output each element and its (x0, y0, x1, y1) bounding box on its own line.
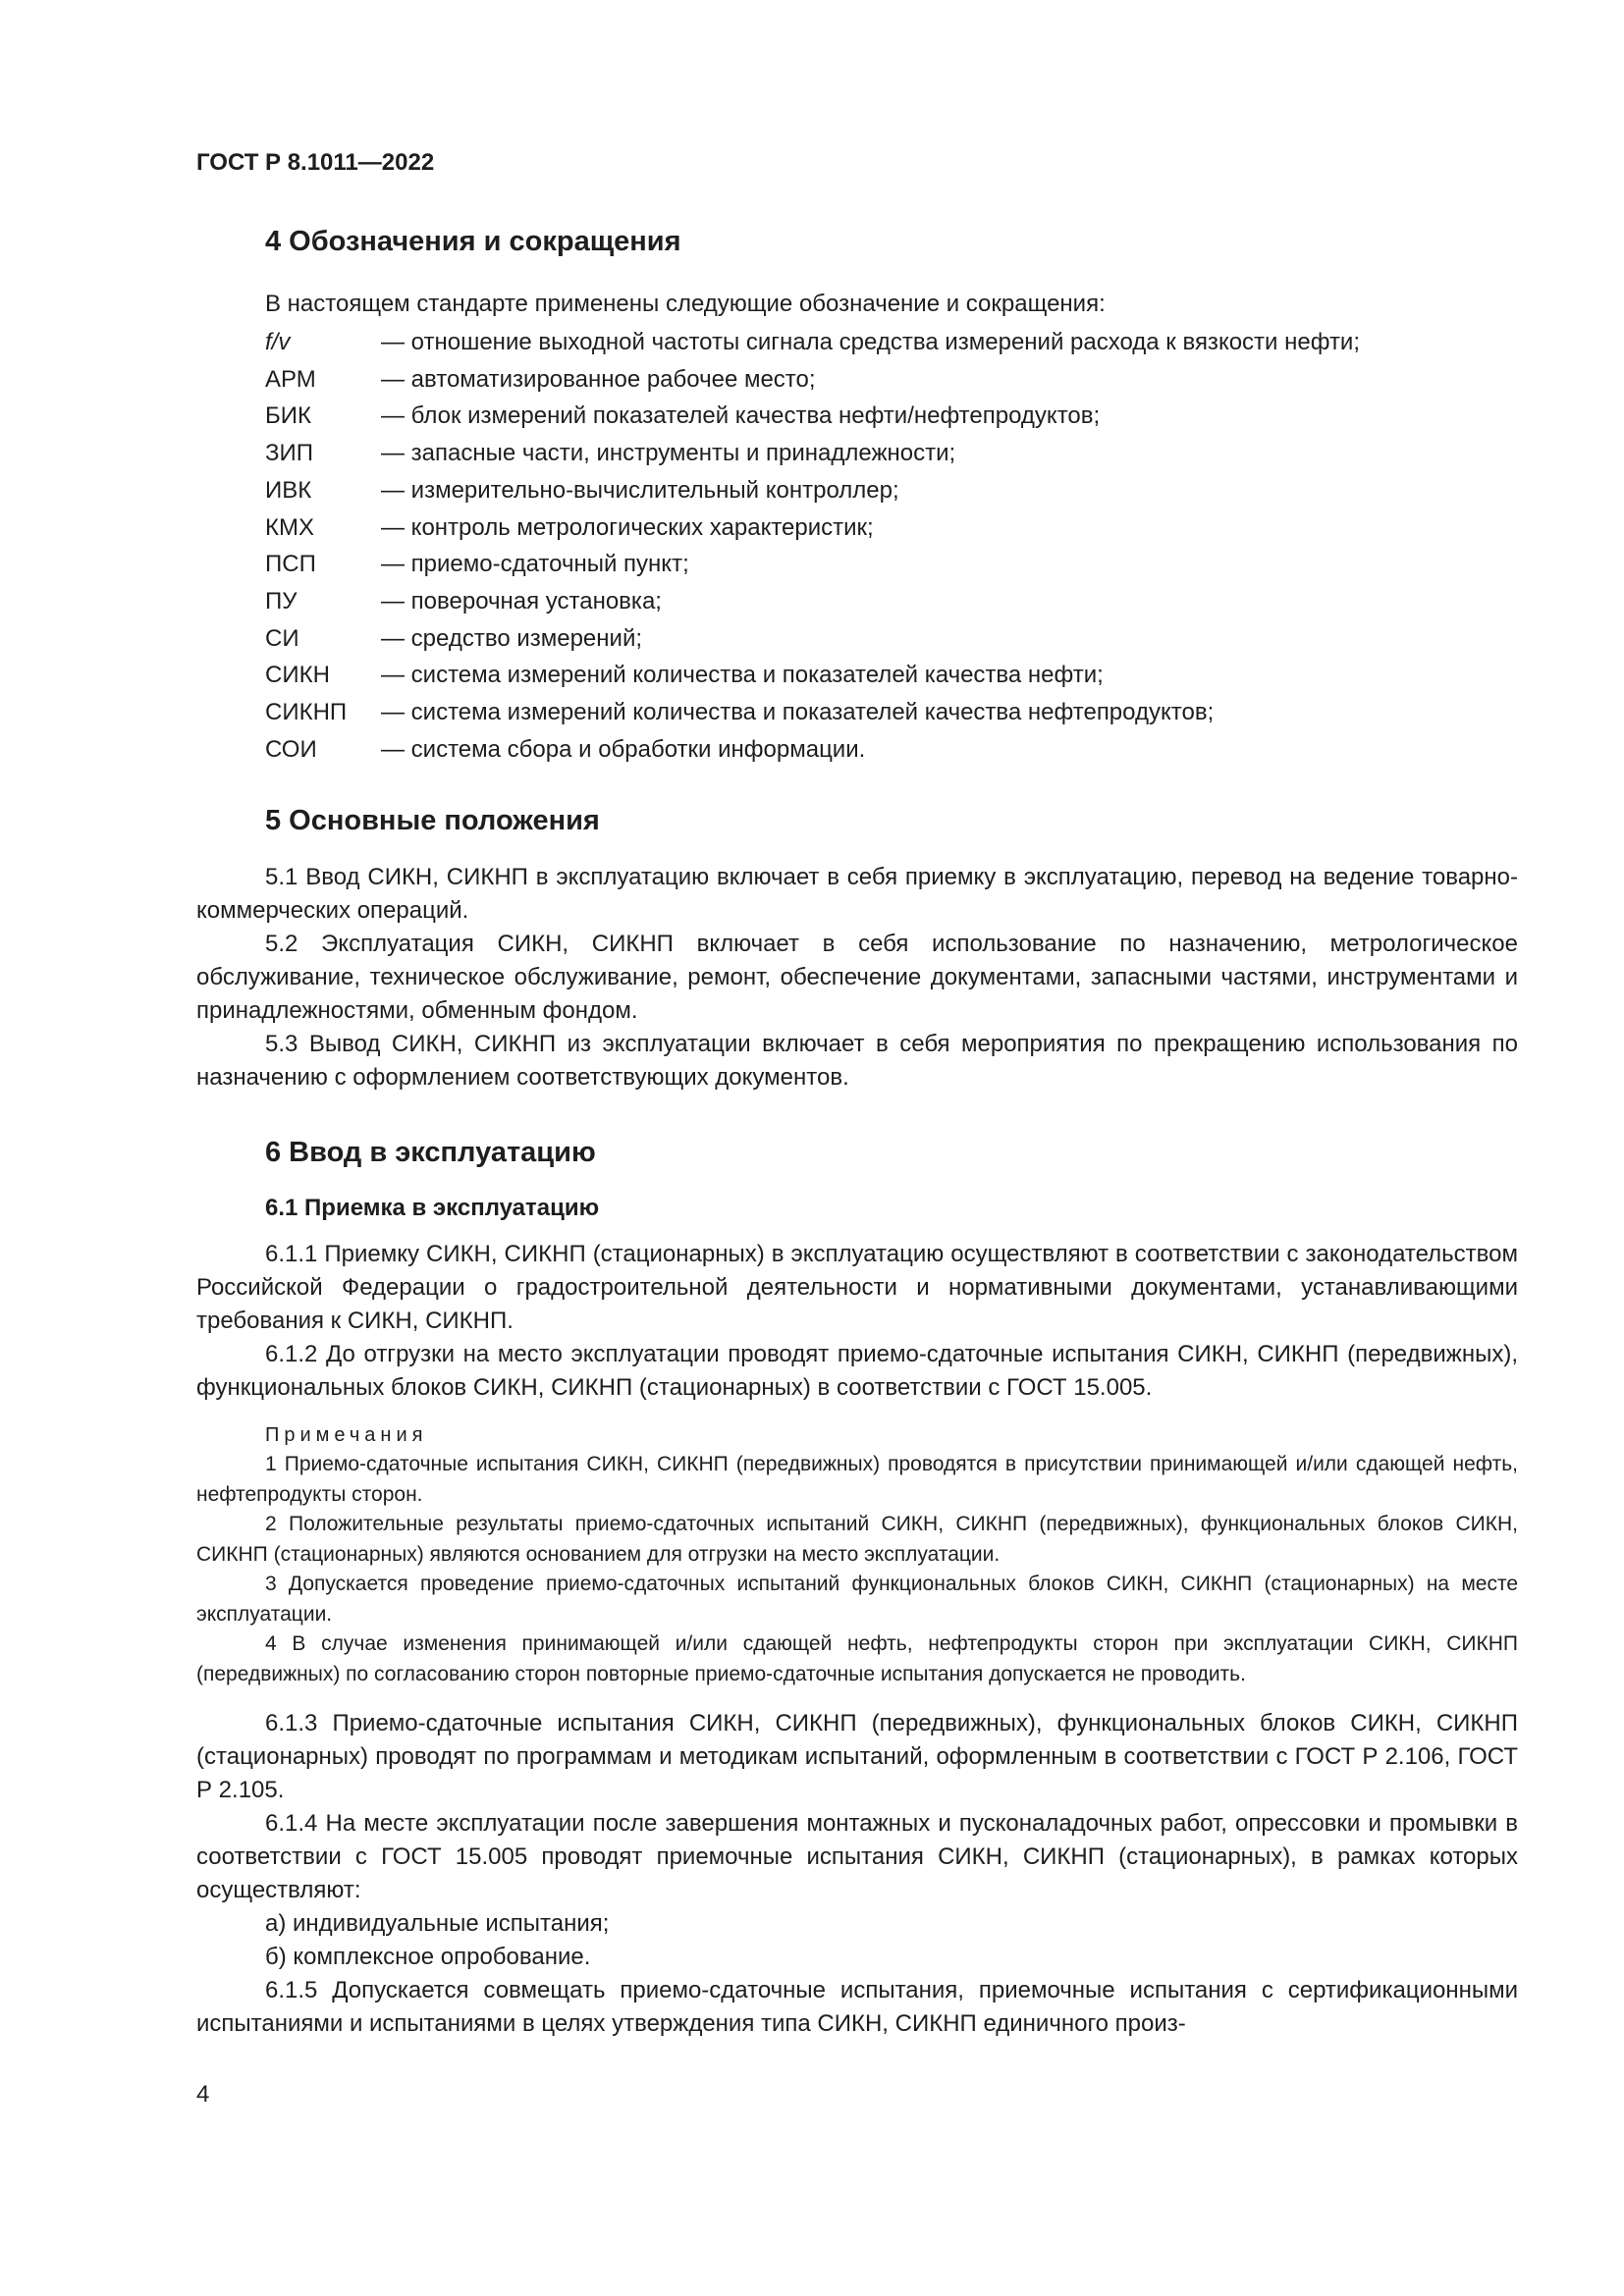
abbreviation-definition: — контроль метрологических характеристик; (381, 513, 874, 541)
page-number: 4 (196, 2081, 210, 2108)
subsection-6-1-title: 6.1 Приемка в эксплуатацию (265, 1195, 600, 1221)
abbreviation-term: АРМ (265, 365, 316, 393)
abbreviation-item (265, 472, 1518, 509)
abbreviation-term: БИК (265, 402, 311, 430)
paragraph-6-1-1: 6.1.1 Приемку СИКН, СИКНП (стационарных) в эксплуатацию осуществляют в соответствии с законодательством Российской Федерации о градостроительной деятельности и нормативными документами, устанавливающими требования к СИКН, СИКНП. (196, 1241, 1518, 1334)
abbreviation-term: СИ (265, 624, 299, 652)
abbreviation-definition: — блок измерений показателей качества нефти/нефтепродуктов; (381, 402, 1101, 430)
paragraph-6-1-4: 6.1.4 На месте эксплуатации после завершения монтажных и пусконаладочных работ, опрессовки и промывки в соответствии с ГОСТ 15.005 проводят приемочные испытания СИКН, СИКНП (стационарных), в рамках которых осуществляют: (196, 1810, 1518, 1903)
abbreviation-term: ПУ (265, 587, 298, 614)
list-item-a: а) индивидуальные испытания; (265, 1910, 610, 1937)
abbreviation-definition: — отношение выходной частоты сигнала средства измерений расхода к вязкости нефти; (381, 329, 1361, 355)
abbreviation-item (265, 583, 1518, 620)
document-header: ГОСТ Р 8.1011—2022 (196, 149, 435, 176)
note-2: 2 Положительные результаты приемо-сдаточных испытаний СИКН, СИКНП (передвижных), функциональных блоков СИКН, СИКНП (стационарных) являются основанием для отгрузки на место эксплуатации. (196, 1513, 1518, 1566)
paragraph-6-1-5: 6.1.5 Допускается совмещать приемо-сдаточные испытания, приемочные испытания с сертификационными испытаниями и испытаниями в целях утверждения типа СИКН, СИКНП единичного произ- (196, 1977, 1518, 2037)
abbreviation-list (196, 324, 1518, 768)
abbreviation-term: СИКН (265, 662, 330, 689)
notes-title: Примечания (265, 1424, 428, 1446)
abbreviation-item (265, 620, 1518, 658)
abbreviation-definition: — система сбора и обработки информации. (381, 735, 866, 763)
paragraph-5-2: 5.2 Эксплуатация СИКН, СИКНП включает в себя использование по назначению, метрологическое обслуживание, техническое обслуживание, ремонт, обеспечение документами, запасными частями, инструментами и принадлежностями, обменным фондом. (196, 931, 1518, 1024)
abbreviation-item (265, 731, 1518, 769)
section-5 (196, 805, 1518, 1095)
abbreviation-definition: — измерительно-вычислительный контроллер; (381, 476, 899, 504)
abbreviation-item (265, 509, 1518, 547)
section-6-title: 6 Ввод в эксплуатацию (265, 1137, 596, 1168)
abbreviation-term: ИВК (265, 476, 312, 504)
abbreviation-definition: — средство измерений; (381, 624, 643, 652)
abbreviation-term: ПСП (265, 551, 316, 578)
section-4-title: 4 Обозначения и сокращения (265, 226, 681, 257)
paragraph-5-3: 5.3 Вывод СИКН, СИКНП из эксплуатации включает в себя мероприятия по прекращению использования по назначению с оформлением соответствующих документов. (196, 1031, 1518, 1091)
section-4-intro: В настоящем стандарте применены следующие обозначение и сокращения: (265, 291, 1106, 317)
abbreviation-definition: — запасные части, инструменты и принадлежности; (381, 440, 956, 467)
abbreviation-definition: — приемо-сдаточный пункт; (381, 551, 689, 578)
abbreviation-definition: — система измерений количества и показателей качества нефти; (381, 662, 1104, 689)
note-4: 4 В случае изменения принимающей и/или сдающей нефть, нефтепродукты сторон при эксплуатации СИКН, СИКНП (передвижных) по согласованию сторон повторные приемо-сдаточные испытания допускается не проводить. (196, 1632, 1518, 1685)
abbreviation-item (265, 694, 1518, 731)
paragraph-5-1: 5.1 Ввод СИКН, СИКНП в эксплуатацию включает в себя приемку в эксплуатацию, перевод на ведение товарно-коммерческих операций. (196, 864, 1518, 924)
paragraph-6-1-3: 6.1.3 Приемо-сдаточные испытания СИКН, СИКНП (передвижных), функциональных блоков СИКН, СИКНП (стационарных) проводят по программам и методикам испытаний, оформленным в соответствии с ГОСТ Р 2.106, ГОСТ Р 2.105. (196, 1710, 1518, 1803)
abbreviation-term: ЗИП (265, 440, 313, 467)
note-1: 1 Приемо-сдаточные испытания СИКН, СИКНП (передвижных) проводятся в присутствии принимающей и/или сдающей нефть, нефтепродукты сторон. (196, 1453, 1518, 1506)
abbreviation-item (265, 546, 1518, 583)
abbreviation-item (265, 361, 1518, 399)
abbreviation-term: КМХ (265, 513, 314, 541)
section-4 (196, 288, 1518, 768)
abbreviation-item (265, 657, 1518, 694)
abbreviation-item (265, 324, 1518, 361)
abbreviation-item (265, 398, 1518, 435)
abbreviation-item (265, 435, 1518, 472)
abbreviation-definition: — автоматизированное рабочее место; (381, 365, 816, 393)
abbreviation-term: СИКНП (265, 699, 348, 726)
section-4-title-wrap (265, 226, 681, 258)
abbreviation-definition: — поверочная установка; (381, 587, 662, 614)
abbreviation-term: f/v (265, 329, 291, 355)
section-6 (196, 1137, 1518, 2041)
abbreviation-term: СОИ (265, 735, 317, 763)
section-5-title: 5 Основные положения (265, 805, 600, 836)
paragraph-6-1-2: 6.1.2 До отгрузки на место эксплуатации проводят приемо-сдаточные испытания СИКН, СИКНП (передвижных), функциональных блоков СИКН, СИКНП (стационарных) в соответствии с ГОСТ 15.005. (196, 1341, 1518, 1401)
note-3: 3 Допускается проведение приемо-сдаточных испытаний функциональных блоков СИКН, СИКНП (стационарных) на месте эксплуатации. (196, 1573, 1518, 1626)
abbreviation-definition: — система измерений количества и показателей качества нефтепродуктов; (381, 699, 1215, 726)
list-item-b: б) комплексное опробование. (265, 1944, 591, 1970)
